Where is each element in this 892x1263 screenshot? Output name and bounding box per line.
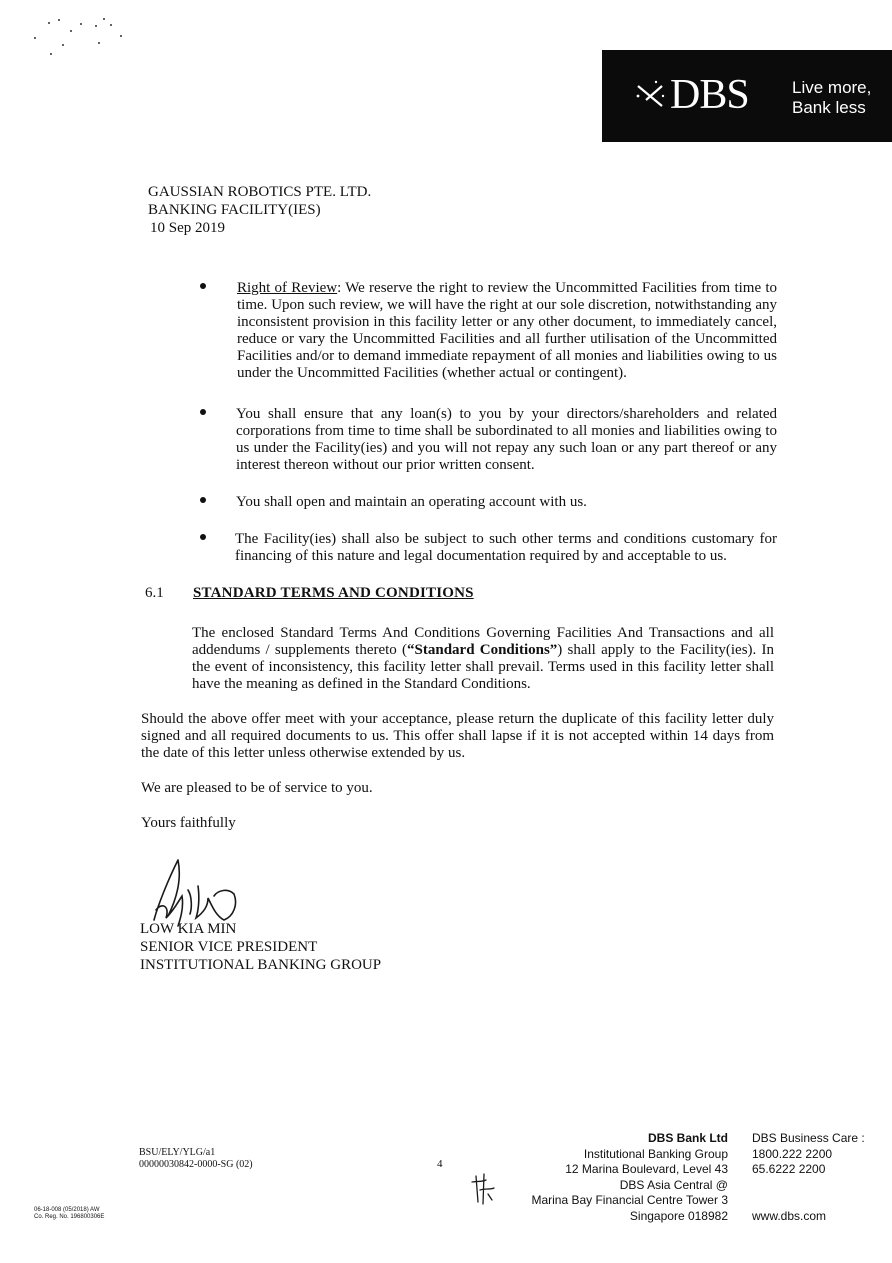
bullet-right-of-review xyxy=(237,280,777,382)
tagline-line-1: Live more, xyxy=(792,78,872,97)
bank-name: DBS Bank Ltd xyxy=(647,1131,728,1145)
bullet-dot xyxy=(200,283,206,289)
bullet-dot xyxy=(200,497,206,503)
address-line-2: 12 Marina Boulevard, Level 43 xyxy=(565,1162,728,1176)
initials-mark xyxy=(470,1172,496,1206)
letter-header xyxy=(148,183,371,237)
handwritten-signature xyxy=(148,850,243,928)
bank-address xyxy=(500,1131,728,1224)
acceptance-paragraph: Should the above offer meet with your acceptance, please return the duplicate of this facility letter duly signed and all required documents to us. This offer shall lapse if it is not accepted within 14 days from the date of this letter unless otherwise extended by us. xyxy=(141,711,774,761)
letter-subject: BANKING FACILITY(IES) xyxy=(148,202,321,218)
right-of-review-title: Right of Review xyxy=(237,280,338,296)
dbs-star-icon xyxy=(632,78,668,114)
bullet-subordination: You shall ensure that any loan(s) to you by your directors/shareholders and related corporations from time to time shall be subordinated to all monies and liabilities owing to us under the Facility(ies) and you will not repay any such loan or any part thereof or any interest thereon without our prior written consent. xyxy=(236,406,777,473)
standard-conditions-text-2: ) shall apply to the Facility(ies). In the event of inconsistency, this facility letter shall prevail. Terms used in this facility letter shall have the meaning as defined in the Standard Conditions. xyxy=(192,642,774,692)
bullet-dot xyxy=(200,534,206,540)
form-number: 06-18-008 (05/2018) AW xyxy=(34,1207,100,1213)
standard-conditions-paragraph xyxy=(192,625,774,693)
right-of-review-line1: : We reserve the right to review the Uncommitted Facilities from time xyxy=(337,280,762,296)
brand-tagline xyxy=(792,78,871,118)
signoff: Yours faithfully xyxy=(141,815,236,831)
phone-2: 65.6222 2200 xyxy=(752,1162,826,1176)
phone-1: 1800.222 2200 xyxy=(752,1146,833,1161)
address-line-3: DBS Asia Central @ xyxy=(619,1177,728,1192)
page-number: 4 xyxy=(437,1158,443,1170)
bullet-operating-account: You shall open and maintain an operating account with us. xyxy=(236,494,587,510)
right-of-review-body: to time. Upon such review, we will have the right at our sole discretion, notwithstanding any inconsistent provision in this facility letter or any other document, to immediately cancel, reduce or vary the Uncommitted Facilities and all further utilisation of the Uncommitted Facilities and/or to demand immediate repayment of all monies and liabilities owing to us under the Uncommitted Facilities (whether actual or contingent). xyxy=(237,280,778,381)
signatory-title: SENIOR VICE PRESIDENT xyxy=(140,939,318,955)
reference-code-1: BSU/ELY/YLG/a1 xyxy=(139,1147,216,1158)
dbs-logo-text: DBS xyxy=(670,72,749,118)
signatory-name: LOW KIA MIN xyxy=(140,921,237,937)
address-line-1: Institutional Banking Group xyxy=(583,1146,728,1161)
signatory-block xyxy=(140,920,381,974)
form-code xyxy=(34,1207,104,1221)
business-care-contact xyxy=(752,1131,865,1224)
company-name: GAUSSIAN ROBOTICS PTE. LTD. xyxy=(148,184,372,200)
business-care-label: DBS Business Care : xyxy=(752,1131,865,1145)
address-line-5: Singapore 018982 xyxy=(629,1208,728,1223)
bullet-other-terms: The Facility(ies) shall also be subject to such other terms and conditions customary for financing of this nature and legal documentation required by and acceptable to us. xyxy=(235,531,777,564)
section-number: 6.1 xyxy=(145,585,164,601)
footer-reference xyxy=(139,1147,253,1171)
letter-date: 10 Sep 2019 xyxy=(150,220,225,236)
bullet-dot xyxy=(200,409,206,415)
tagline-line-2: Bank less xyxy=(792,98,866,117)
standard-conditions-text-1: The enclosed Standard Terms And Conditions Governing Facilities And Transactions and all addendums / supplements thereto ( xyxy=(192,625,774,658)
service-line: We are pleased to be of service to you. xyxy=(141,780,373,796)
website-link[interactable]: www.dbs.com xyxy=(752,1208,827,1223)
dbs-logo-banner xyxy=(602,50,892,142)
company-registration: Co. Reg. No. 196800306E xyxy=(34,1214,105,1220)
reference-code-2: 00000030842-0000-SG (02) xyxy=(139,1159,253,1170)
signatory-group: INSTITUTIONAL BANKING GROUP xyxy=(140,957,382,973)
address-line-4: Marina Bay Financial Centre Tower 3 xyxy=(531,1193,728,1207)
section-heading: STANDARD TERMS AND CONDITIONS xyxy=(193,585,474,601)
standard-conditions-bold: “Standard Conditions” xyxy=(407,642,558,658)
